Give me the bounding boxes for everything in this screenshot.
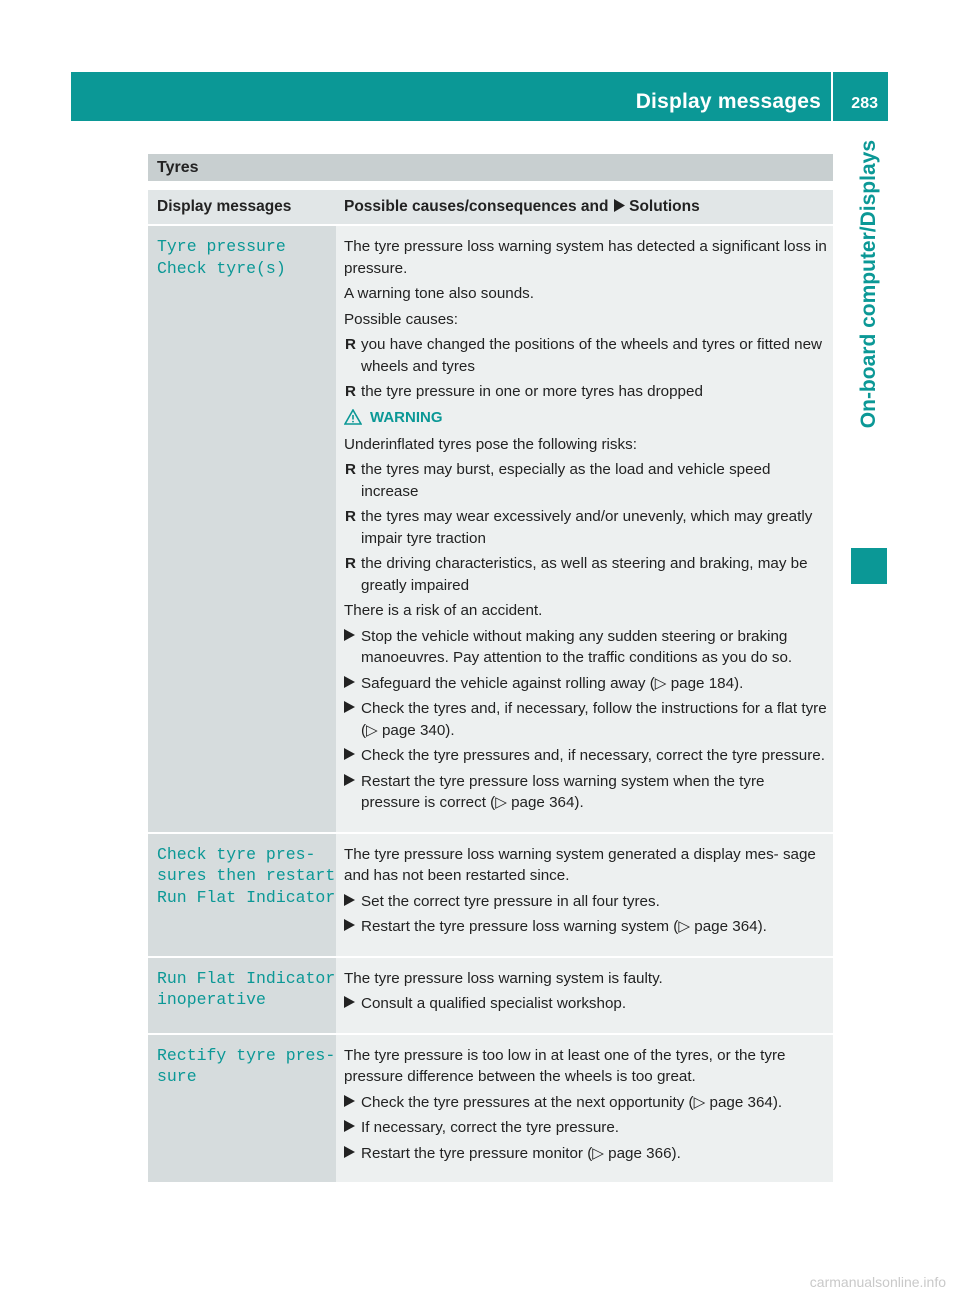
bullet-item	[344, 334, 827, 377]
action-step-text: Restart the tyre pressure monitor (▷ page 366).	[361, 1144, 681, 1162]
bullet-marker-icon: R	[345, 383, 356, 400]
action-arrow-icon	[344, 891, 355, 913]
causes-solutions-cell	[336, 833, 833, 957]
action-arrow-icon	[344, 673, 355, 695]
warning-triangle-icon	[344, 409, 362, 425]
display-messages-table	[148, 190, 833, 1182]
action-arrow-icon	[344, 1143, 355, 1165]
action-arrow-icon	[344, 1117, 355, 1139]
paragraph: Possible causes:	[344, 310, 458, 328]
action-step	[344, 1092, 827, 1114]
action-step-text: Consult a qualified specialist workshop.	[361, 995, 627, 1012]
bullet-marker-icon: R	[345, 555, 356, 572]
action-step-text: Stop the vehicle without making any sudden steering or braking manoeuvres. Pay attention to the traffic conditions as you do so.	[361, 627, 793, 666]
action-step	[344, 771, 827, 814]
action-arrow-icon	[344, 1092, 355, 1114]
page-number: 283	[851, 95, 878, 112]
bullet-text: the tyres may wear excessively and/or unevenly, which may greatly impair tyre traction	[361, 508, 813, 547]
action-step	[344, 916, 827, 938]
action-arrow-icon	[344, 626, 355, 648]
paragraph: There is a risk of an accident.	[344, 602, 543, 619]
table-header-row	[148, 190, 833, 225]
bullet-text: you have changed the positions of the wheels and tyres or fitted new wheels and tyres	[361, 336, 822, 375]
table-row	[148, 833, 833, 957]
paragraph: The tyre pressure is too low in at least one of the tyres, or the tyre pressure difference between the wheels is too great.	[344, 1046, 786, 1085]
page-header	[71, 72, 888, 121]
table-row	[148, 225, 833, 833]
bullet-item	[344, 381, 827, 403]
bullet-text: the tyre pressure in one or more tyres has dropped	[361, 383, 703, 400]
paragraph: The tyre pressure loss warning system generated a display mes‐ sage and has not been restarted since.	[344, 845, 816, 884]
action-step-text: Restart the tyre pressure loss warning system when the tyre pressure is correct (▷ page 364).	[361, 772, 765, 811]
action-arrow-icon	[344, 698, 355, 720]
display-message-cell	[148, 833, 336, 957]
action-step	[344, 745, 827, 767]
section-title: Tyres	[157, 159, 199, 176]
column-header-display-messages: Display messages	[148, 190, 336, 225]
bullet-marker-icon: R	[345, 461, 356, 478]
display-message-text: Run Flat Indicator inoperative	[157, 968, 336, 1009]
display-message-text: Tyre pressure Check tyre(s)	[157, 237, 286, 278]
bullet-text: the driving characteristics, as well as steering and braking, may be greatly impaired	[361, 555, 808, 594]
side-chapter-label: On-board computer/Displays	[857, 140, 880, 429]
warning-heading	[344, 409, 827, 426]
action-step	[344, 673, 827, 695]
solutions-arrow-icon	[613, 199, 625, 212]
paragraph: A warning tone also sounds.	[344, 285, 534, 302]
display-message-text: Rectify tyre pres‐ sure	[157, 1045, 336, 1086]
header-title: Display messages	[635, 90, 821, 113]
action-arrow-icon	[344, 993, 355, 1015]
action-arrow-icon	[344, 745, 355, 767]
action-step-text: If necessary, correct the tyre pressure.	[361, 1119, 620, 1136]
paragraph: Underinflated tyres pose the following risks:	[344, 435, 637, 453]
action-step-text: Check the tyres and, if necessary, follow the instructions for a flat tyre (▷ page 340).	[361, 700, 827, 739]
action-step	[344, 993, 827, 1015]
table-row	[148, 957, 833, 1034]
action-arrow-icon	[344, 771, 355, 793]
table-row	[148, 1034, 833, 1183]
action-step	[344, 626, 827, 669]
section-header	[148, 154, 833, 181]
action-step-text: Safeguard the vehicle against rolling away (▷ page 184).	[361, 674, 744, 692]
causes-solutions-cell	[336, 225, 833, 833]
action-step-text: Check the tyre pressures at the next opportunity (▷ page 364).	[361, 1093, 783, 1111]
display-message-cell	[148, 225, 336, 833]
action-arrow-icon	[344, 916, 355, 938]
action-step	[344, 1117, 827, 1139]
side-chapter-marker	[851, 548, 887, 584]
display-message-cell	[148, 1034, 336, 1183]
bullet-item	[344, 506, 827, 549]
causes-solutions-cell	[336, 1034, 833, 1183]
warning-label: WARNING	[370, 408, 443, 426]
column-header-causes-solutions: Possible causes/consequences and Solutions	[336, 190, 833, 225]
bullet-text: the tyres may burst, especially as the load and vehicle speed increase	[361, 461, 771, 500]
display-message-text: Check tyre pres‐ sures then restart Run Flat Indicator	[157, 844, 336, 907]
bullet-item	[344, 553, 827, 596]
header-divider	[831, 72, 833, 121]
paragraph: The tyre pressure loss warning system is faulty.	[344, 969, 663, 987]
bullet-marker-icon: R	[345, 508, 356, 525]
watermark: carmanualsonline.info	[809, 1274, 946, 1290]
causes-solutions-cell	[336, 957, 833, 1034]
bullet-item	[344, 459, 827, 502]
action-step	[344, 1143, 827, 1165]
action-step-text: Check the tyre pressures and, if necessary, correct the tyre pressure.	[361, 747, 825, 764]
bullet-marker-icon: R	[345, 336, 356, 353]
paragraph: The tyre pressure loss warning system has detected a significant loss in pressure.	[344, 238, 827, 277]
action-step-text: Set the correct tyre pressure in all four tyres.	[361, 892, 660, 910]
display-message-cell	[148, 957, 336, 1034]
action-step-text: Restart the tyre pressure loss warning system (▷ page 364).	[361, 918, 767, 935]
action-step	[344, 698, 827, 741]
action-step	[344, 891, 827, 913]
side-chapter-tab	[851, 140, 887, 540]
